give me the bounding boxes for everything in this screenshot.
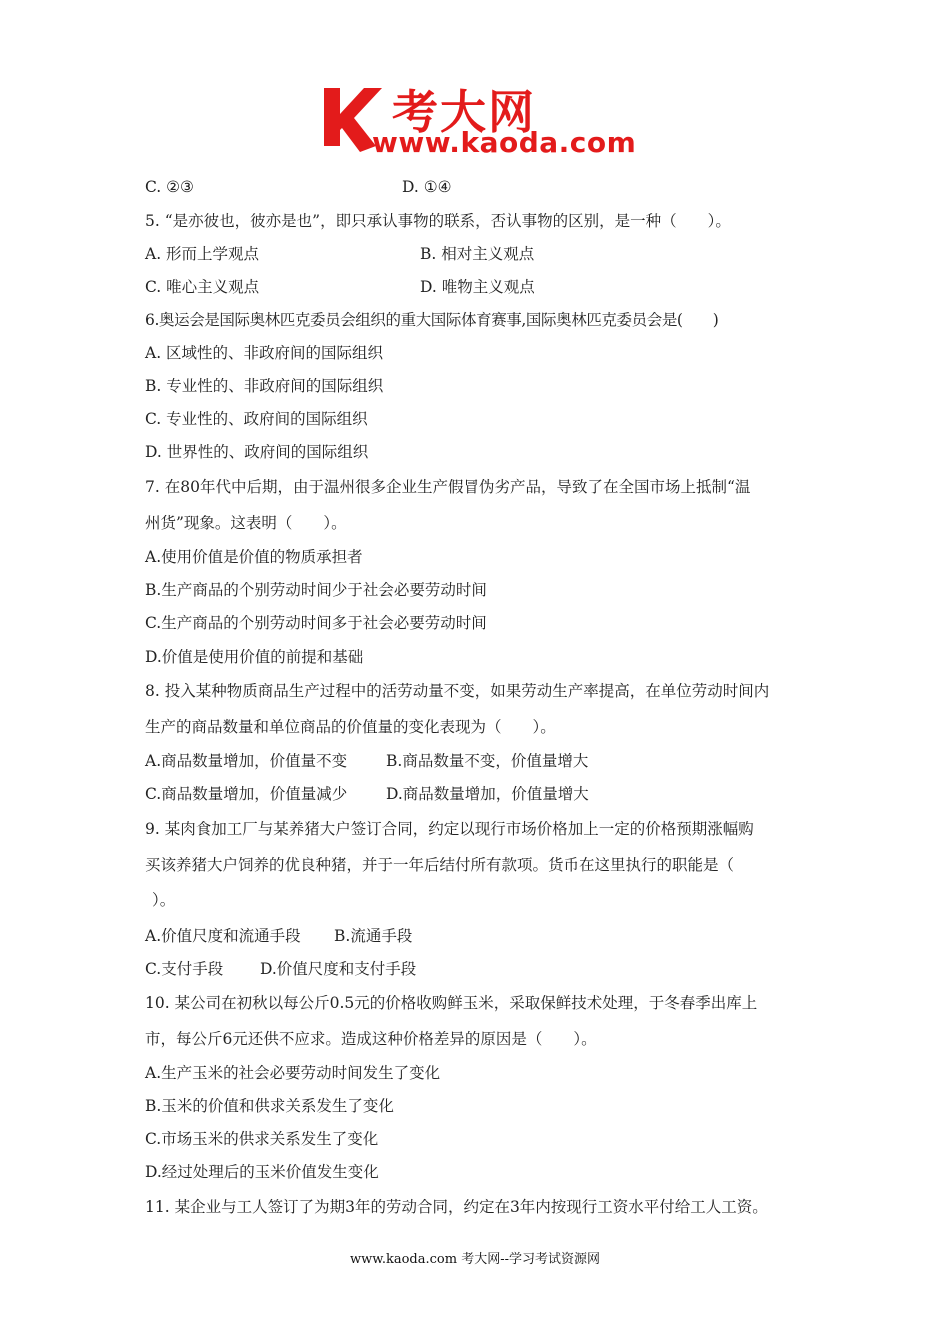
logo-url-text: www.kaoda.com [372, 126, 637, 159]
q6-option-a: A. 区域性的、非政府间的国际组织 [145, 344, 384, 362]
q10-option-c: C.市场玉米的供求关系发生了变化 [145, 1130, 379, 1148]
q8-stem-line1: 8. 投入某种物质商品生产过程中的活劳动量不变，如果劳动生产率提高，在单位劳动时间内 [145, 682, 770, 700]
q5-stem: 5. “是亦彼也，彼亦是也”，即只承认事物的联系，否认事物的区别，是一种（ ）。 [145, 212, 731, 230]
q8-option-b: B.商品数量不变，价值量增大 [386, 752, 589, 770]
q5-option-c: C. 唯心主义观点 [145, 278, 260, 296]
q8-option-a: A.商品数量增加，价值量不变 [145, 752, 348, 770]
q9-option-a: A.价值尺度和流通手段 [145, 927, 301, 945]
q7-stem-line1: 7. 在80年代中后期，由于温州很多企业生产假冒伪劣产品，导致了在全国市场上抵制“温 [145, 478, 751, 496]
q8-stem-line2: 生产的商品数量和单位商品的价值量的变化表现为（ ）。 [145, 718, 556, 736]
q5-option-a: A. 形而上学观点 [145, 245, 260, 263]
q10-stem-line1: 10. 某公司在初秋以每公斤0.5元的价格收购鲜玉米，采取保鲜技术处理，于冬春季出库上 [145, 994, 758, 1012]
q4-option-d: D. ①④ [402, 178, 452, 196]
q7-option-a: A.使用价值是价值的物质承担者 [145, 548, 363, 566]
q8-option-d: D.商品数量增加，价值量增大 [386, 785, 589, 803]
q5-option-b: B. 相对主义观点 [420, 245, 535, 263]
q4-option-c: C. ②③ [145, 178, 194, 196]
q9-stem-line3: ）。 [152, 891, 176, 909]
q6-option-c: C. 专业性的、政府间的国际组织 [145, 410, 368, 428]
page-footer: www.kaoda.com 考大网--学习考试资源网 [350, 1252, 600, 1267]
q6-option-b: B. 专业性的、非政府间的国际组织 [145, 377, 384, 395]
q9-option-b: B.流通手段 [334, 927, 413, 945]
q7-option-b: B.生产商品的个别劳动时间少于社会必要劳动时间 [145, 581, 487, 599]
q10-option-a: A.生产玉米的社会必要劳动时间发生了变化 [145, 1064, 441, 1082]
q7-option-c: C.生产商品的个别劳动时间多于社会必要劳动时间 [145, 614, 487, 632]
q9-stem-line2: 买该养猪大户饲养的优良种猪，并于一年后结付所有款项。货币在这里执行的职能是（ [145, 856, 735, 874]
q10-option-d: D.经过处理后的玉米价值发生变化 [145, 1163, 379, 1181]
q6-stem: 6.奥运会是国际奥林匹克委员会组织的重大国际体育赛事,国际奥林匹克委员会是( ) [145, 311, 719, 329]
q6-option-d: D. 世界性的、政府间的国际组织 [145, 443, 369, 461]
q7-stem-line2: 州货”现象。这表明（ ）。 [145, 514, 347, 532]
q10-stem-line2: 市，每公斤6元还供不应求。造成这种价格差异的原因是（ ）。 [145, 1030, 597, 1048]
q10-option-b: B.玉米的价值和供求关系发生了变化 [145, 1097, 394, 1115]
q9-option-d: D.价值尺度和支付手段 [260, 960, 417, 978]
kaoda-logo [320, 82, 640, 162]
q8-option-c: C.商品数量增加，价值量减少 [145, 785, 348, 803]
q9-option-c: C.支付手段 [145, 960, 224, 978]
logo-chinese-text: 考大网 [392, 85, 536, 139]
q11-stem-line1: 11. 某企业与工人签订了为期3年的劳动合同，约定在3年内按现行工资水平付给工人工资。 [145, 1198, 768, 1216]
q7-option-d: D.价值是使用价值的前提和基础 [145, 648, 364, 666]
q9-stem-line1: 9. 某肉食加工厂与某养猪大户签订合同，约定以现行市场价格加上一定的价格预期涨幅购 [145, 820, 754, 838]
q5-option-d: D. 唯物主义观点 [420, 278, 535, 296]
